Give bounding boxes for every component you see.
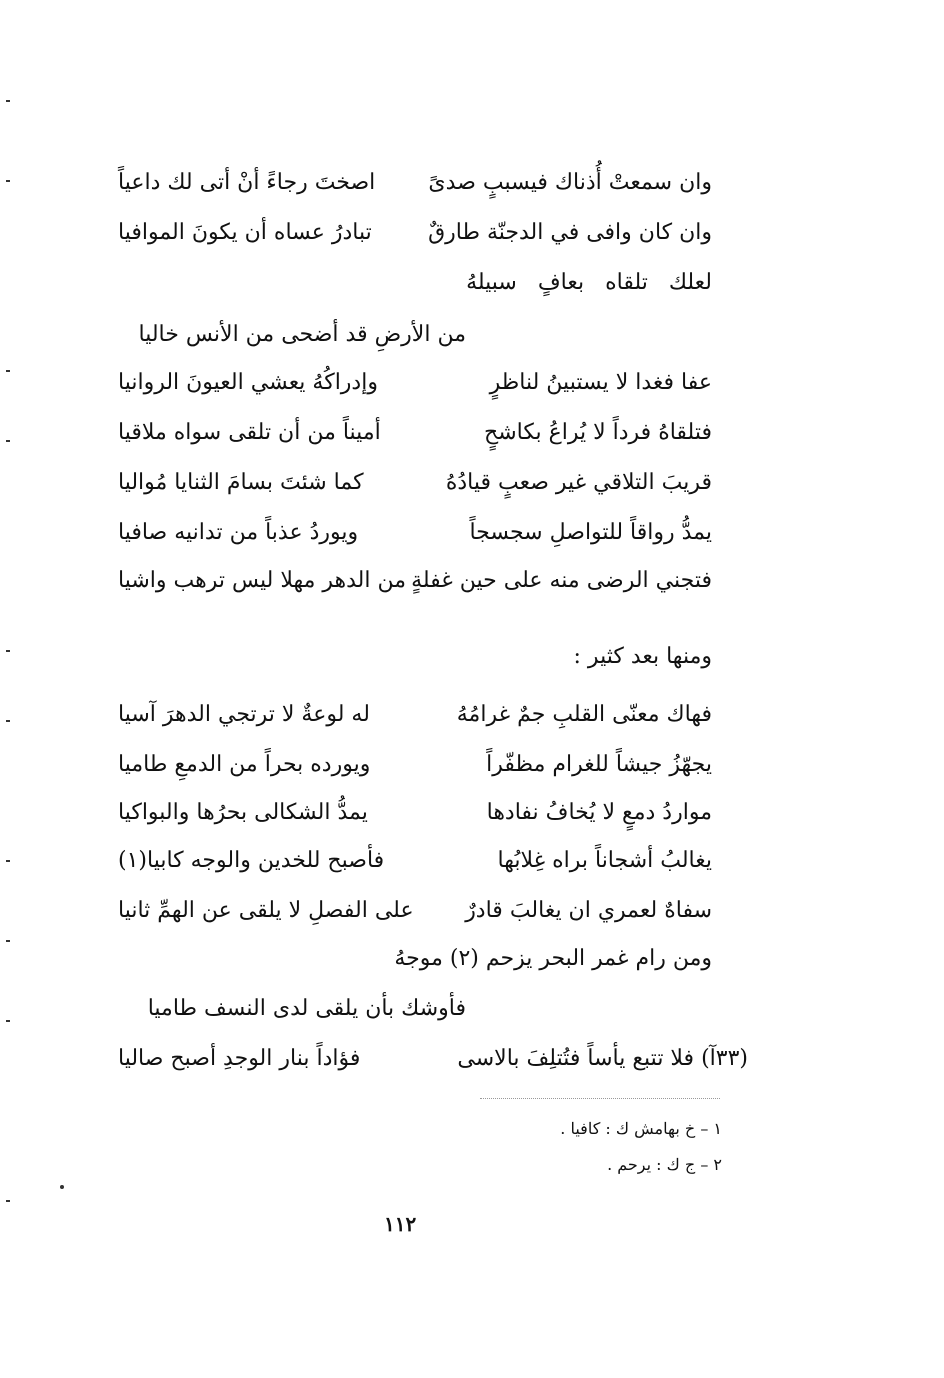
page-number: ١١٢: [384, 1212, 417, 1236]
verse-hemistich-left: على الفصلِ لا يلقى عن الهمِّ ثانيا: [118, 898, 414, 923]
verse-hemistich-left: اصختَ رجاءً أنْ أتى لك داعياً: [118, 170, 376, 195]
verse-hemistich-right: يمدُّ رواقاً للتواصلِ سجسجاً: [469, 520, 712, 545]
verse-hemistich-left: فأصبح للخدين والوجه كابيا(١): [118, 848, 385, 873]
scan-mark: [6, 100, 10, 102]
scan-mark: [6, 860, 10, 862]
verse-hemistich-left: كما شئتَ بسامَ الثنايا مُواليا: [118, 470, 364, 495]
verse-hemistich-right: (٣٣آ) فلا تتبع يأساً فتُتلِفَ بالاسى: [457, 1046, 748, 1071]
verse-hemistich-right: مواردُ دمعٍ لا يُخافُ نفادها: [486, 800, 712, 825]
verse-hemistich-left: له لوعةٌ لا ترتجي الدهرَ آسيا: [118, 702, 370, 727]
verse-hemistich-left: أميناً من أن تلقى سواه ملاقيا: [118, 420, 381, 445]
verse-hemistich-right: قريبَ التلاقي غير صعبٍ قيادُهُ: [445, 470, 712, 495]
verse-hemistich-right: يجهّزُ جيشاً للغرام مظفّراً: [486, 752, 712, 777]
scan-mark: [6, 180, 10, 182]
scan-mark: [6, 370, 10, 372]
verse-hemistich-right: لعلك تلقاه بعافٍ سبيلهُ: [466, 270, 712, 295]
verse-hemistich-left: فأوشك بأن يلقى لدى النسف طاميا: [147, 996, 466, 1021]
verse-hemistich-right: فهاك معنّى القلبِ جمٌ غرامُهُ: [456, 702, 712, 727]
verse-hemistich-right: ومن رام غمر البحر يزحم (٢) موجهُ: [394, 946, 712, 971]
verse-hemistich-left: ويوردُ عذباً من تدانيه صافيا: [118, 520, 359, 545]
verse-hemistich-left: من الدهر مهلا ليس ترهب واشيا: [118, 568, 407, 593]
verse-hemistich-right: فتلقاهُ فرداً لا يُراعُ بكاشحٍ: [484, 420, 712, 445]
verse-hemistich-right: فتجني الرضى منه على حين غفلةٍ: [411, 568, 712, 593]
verse-hemistich-left: وإدراكُهُ يعشي العيونَ الروانيا: [118, 370, 378, 395]
footnote: ٢ – ج ك : يرحم .: [607, 1155, 722, 1174]
scan-mark: [6, 1020, 10, 1022]
footnote: ١ – خ بهامش ك : كافيا .: [560, 1119, 722, 1138]
verse-hemistich-left: فؤاداً بنار الوجدِ أصبح صاليا: [118, 1046, 361, 1071]
footnote-separator: [480, 1098, 720, 1099]
scan-mark: [6, 1200, 10, 1202]
verse-hemistich-right: وان سمعتْ أُذناك فيسببٍ صدىً: [428, 170, 712, 195]
verse-hemistich-left: من الأرضِ قد أضحى من الأنس خاليا: [138, 322, 466, 347]
scan-mark: [60, 1185, 64, 1189]
verse-hemistich-right: عفا فغدا لا يستبينُ لناظرٍ: [489, 370, 712, 395]
scan-mark: [6, 440, 10, 442]
verse-hemistich-right: سفاهٌ لعمري ان يغالبَ قادرٌ: [465, 898, 712, 923]
scan-mark: [6, 720, 10, 722]
scan-mark: [6, 940, 10, 942]
verse-hemistich-left: تبادرُ عساه أن يكونَ الموافيا: [118, 220, 372, 245]
scan-mark: [6, 650, 10, 652]
verse-hemistich-left: ويورده بحراً من الدمعِ طاميا: [118, 752, 371, 777]
verse-hemistich-left: يمدُّ الشكالى بحرُها والبواكيا: [118, 800, 368, 825]
verse-hemistich-right: وان كان وافى في الدجنّة طارقٌ: [428, 220, 712, 245]
section-heading: ومنها بعد كثير :: [573, 644, 712, 669]
verse-hemistich-right: يغالبُ أشجاناً براه غِلابُها: [497, 848, 712, 873]
